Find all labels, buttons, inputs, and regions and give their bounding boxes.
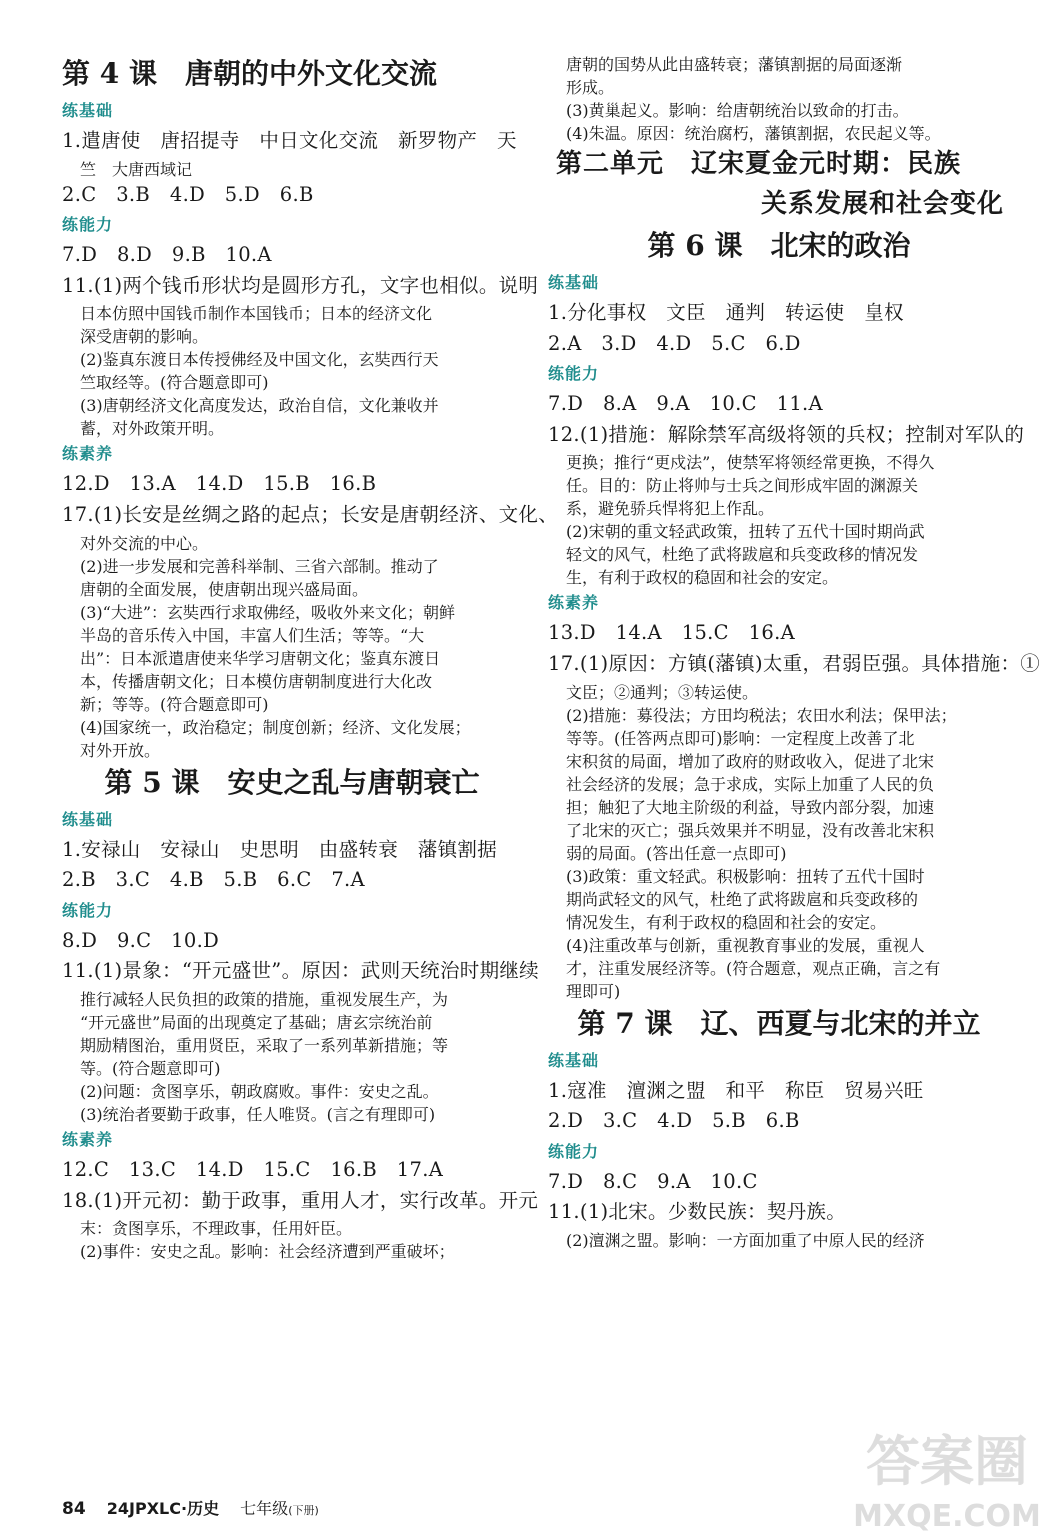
text-line: (2)问题：贪图享乐，朝政腐败。事件：安史之乱。 — [80, 1081, 439, 1101]
text-line: 对外开放。 — [80, 740, 161, 760]
text-line: (3)“大进”：玄奘西行求取佛经，吸收外来文化；朝鲜 — [80, 602, 456, 622]
unit-title: 关系发展和社会变化 — [760, 189, 1004, 219]
text-line: 新；等等。(符合题意即可) — [80, 694, 269, 714]
lesson-title: 第 5 课 安史之乱与唐朝衰亡 — [104, 765, 480, 799]
text-line: 1.寇准 澶渊之盟 和平 称臣 贸易兴旺 — [548, 1078, 924, 1102]
page-footer — [62, 1496, 319, 1519]
text-line: 更换；推行“更戍法”，使禁军将领经常更换，不得久 — [566, 453, 935, 473]
text-line: 1.分化事权 文臣 通判 转运使 皇权 — [548, 301, 904, 324]
text-line: 期尚武轻文的风气，杜绝了武将跋扈和兵变政移的 — [566, 889, 919, 909]
text-line: “开元盛世”局面的出现奠定了基础；唐玄宗统治前 — [80, 1012, 433, 1032]
text-line: 对外交流的中心。 — [80, 533, 209, 553]
volume-label: (下册) — [288, 1504, 319, 1517]
text-line: (3)统治者要勤于政事，任人唯贤。(言之有理即可) — [80, 1104, 436, 1124]
lesson-title: 第 7 课 辽、西夏与北宋的并立 — [577, 1006, 981, 1040]
text-line: 8.D 9.C 10.D — [62, 928, 220, 952]
page-number: 84 — [62, 1499, 86, 1519]
text-line: 7.D 8.D 9.B 10.A — [62, 243, 272, 267]
right-column — [548, 52, 1041, 1251]
watermark-logo-text: 答案圈 — [866, 1430, 1028, 1493]
text-line: 文臣；②通判；③转运使。 — [566, 682, 759, 702]
text-line: 蓄，对外政策开明。 — [80, 419, 225, 439]
text-line: 弱的局面。(答出任意一点即可) — [566, 843, 787, 863]
text-line: 1.安禄山 安禄山 史思明 由盛转衰 藩镇割据 — [62, 837, 498, 861]
text-line: 末：贪图享乐，不理政事，任用奸臣。 — [80, 1219, 353, 1239]
lesson-title: 第 4 课 唐朝的中外文化交流 — [62, 57, 437, 90]
text-line: 1.遣唐使 唐招提寺 中日文化交流 新罗物产 天 — [62, 129, 517, 152]
text-line: (2)措施：募役法；方田均税法；农田水利法；保甲法； — [566, 705, 957, 725]
text-line: 2.C 3.B 4.D 5.D 6.B — [62, 182, 314, 206]
text-line: 2.A 3.D 4.D 5.C 6.D — [548, 331, 801, 355]
text-line: 17.(1)原因：方镇(藩镇)太重，君弱臣强。具体措施：① — [548, 651, 1041, 675]
section-header: 练素养 — [62, 444, 114, 464]
text-line: (3)政策：重文轻武。积极影响：扭转了五代十国时 — [566, 866, 925, 886]
lesson-title: 第 6 课 北宋的政治 — [647, 229, 911, 262]
text-line: 日本仿照中国钱币制作本国钱币；日本的经济文化 — [80, 304, 433, 324]
text-line: 唐朝的全面发展，使唐朝出现兴盛局面。 — [80, 579, 369, 599]
text-line: 任。目的：防止将帅与士兵之间形成牢固的渊源关 — [566, 476, 919, 496]
text-line: 深受唐朝的影响。 — [80, 327, 209, 347]
text-line: 才，注重发展经济等。(符合题意，观点正确，言之有 — [566, 958, 941, 978]
text-line: 7.D 8.A 9.A 10.C 11.A — [548, 392, 823, 416]
text-line: 11.(1)两个钱币形状均是圆形方孔，文字也相似。说明 — [62, 273, 539, 297]
text-line: (4)注重改革与创新，重视教育事业的发展，重视人 — [566, 935, 925, 955]
section-header: 练基础 — [62, 809, 114, 829]
text-line: 18.(1)开元初：勤于政事，重用人才，实行改革。开元 — [62, 1188, 539, 1212]
section-header: 练素养 — [548, 593, 600, 613]
text-line: 了北宋的灭亡；强兵效果并不明显，没有改善北宋积 — [566, 820, 935, 840]
text-line: 唐朝的国势从此由盛转衰；藩镇割据的局面逐渐 — [566, 55, 903, 74]
text-line: 本，传播唐朝文化；日本模仿唐朝制度进行大化改 — [80, 671, 433, 691]
text-line: 期励精图治，重用贤臣，采取了一系列革新措施；等 — [80, 1035, 449, 1055]
section-header: 练能力 — [548, 364, 600, 384]
text-line: 半岛的音乐传入中国，丰富人们生活；等等。“大 — [80, 625, 425, 645]
text-line: (4)国家统一，政治稳定；制度创新；经济、文化发展； — [80, 717, 471, 737]
text-line: 竺取经等。(符合题意即可) — [80, 373, 269, 393]
section-header: 练能力 — [62, 900, 114, 920]
watermark-url-text: MXQE.COM — [853, 1499, 1041, 1534]
text-line: (2)宋朝的重文轻武政策，扭转了五代十国时期尚武 — [566, 522, 925, 542]
text-line: 担；触犯了大地主阶级的利益，导致内部分裂，加速 — [566, 797, 935, 817]
text-line: (3)唐朝经济文化高度发达，政治自信，文化兼收并 — [80, 396, 439, 416]
section-header: 练素养 — [62, 1129, 114, 1149]
text-line: 竺 大唐西域记 — [80, 159, 193, 179]
section-header: 练基础 — [62, 101, 114, 120]
text-line: 社会经济的发展；急于求成，实际上加重了人民的负 — [566, 774, 935, 794]
grade-label: 七年级 — [240, 1499, 289, 1518]
section-header: 练能力 — [548, 1141, 600, 1161]
text-line: 7.D 8.C 9.A 10.C — [548, 1169, 758, 1193]
text-line: 2.D 3.C 4.D 5.B 6.B — [548, 1109, 800, 1133]
text-line: 系，避免骄兵悍将犯上作乱。 — [566, 499, 775, 519]
text-line: 17.(1)长安是丝绸之路的起点；长安是唐朝经济、文化、 — [62, 502, 559, 526]
left-column — [62, 52, 559, 1262]
text-line: (2)鉴真东渡日本传授佛经及中国文化，玄奘西行天 — [80, 350, 439, 370]
text-line: 理即可) — [566, 981, 621, 1001]
watermark-logo — [852, 1418, 1042, 1534]
unit-title: 第二单元 辽宋夏金元时期：民族 — [556, 149, 962, 179]
text-line: 11.(1)景象：“开元盛世”。原因：武则天统治时期继续 — [62, 959, 539, 983]
text-line: (3)黄巢起义。影响：给唐朝统治以致命的打击。 — [566, 101, 909, 120]
text-line: 宋积贫的局面，增加了政府的财政收入，促进了北宋 — [566, 751, 935, 771]
text-line: (2)进一步发展和完善科举制、三省六部制。推动了 — [80, 556, 439, 576]
text-line: 12.(1)措施：解除禁军高级将领的兵权；控制对军队的 — [548, 422, 1025, 446]
text-line: (4)朱温。原因：统治腐朽，藩镇割据，农民起义等。 — [566, 124, 941, 143]
text-line: (2)事件：安史之乱。影响：社会经济遭到严重破坏； — [80, 1242, 455, 1262]
text-line: 12.D 13.A 14.D 15.B 16.B — [62, 472, 377, 496]
text-line: 12.C 13.C 14.D 15.C 16.B 17.A — [62, 1157, 444, 1181]
text-line: 推行减轻人民负担的政策的措施，重视发展生产，为 — [80, 989, 449, 1009]
text-line: 11.(1)北宋。少数民族：契丹族。 — [548, 1200, 847, 1224]
section-header: 练基础 — [548, 1050, 600, 1070]
text-line: 等等。(任答两点即可)影响：一定程度上改善了北 — [566, 728, 915, 748]
text-line: 等。(符合题意即可) — [80, 1058, 221, 1078]
section-header: 练能力 — [62, 215, 114, 235]
section-header: 练基础 — [548, 273, 600, 292]
text-line: 生，有利于政权的稳固和社会的安定。 — [566, 568, 839, 588]
text-line: (2)澶渊之盟。影响：一方面加重了中原人民的经济 — [566, 1230, 925, 1250]
text-line: 2.B 3.C 4.B 5.B 6.C 7.A — [62, 868, 365, 892]
text-line: 13.D 14.A 15.C 16.A — [548, 621, 795, 645]
text-line: 形成。 — [566, 78, 615, 97]
text-line: 情况发生，有利于政权的稳固和社会的安定。 — [566, 912, 887, 932]
text-line: 轻文的风气，杜绝了武将跋扈和兵变政移的情况发 — [566, 545, 919, 565]
book-code: 24JPXLC·历史 — [106, 1499, 220, 1518]
text-line: 出”：日本派遣唐使来华学习唐朝文化；鉴真东渡日 — [80, 648, 441, 668]
